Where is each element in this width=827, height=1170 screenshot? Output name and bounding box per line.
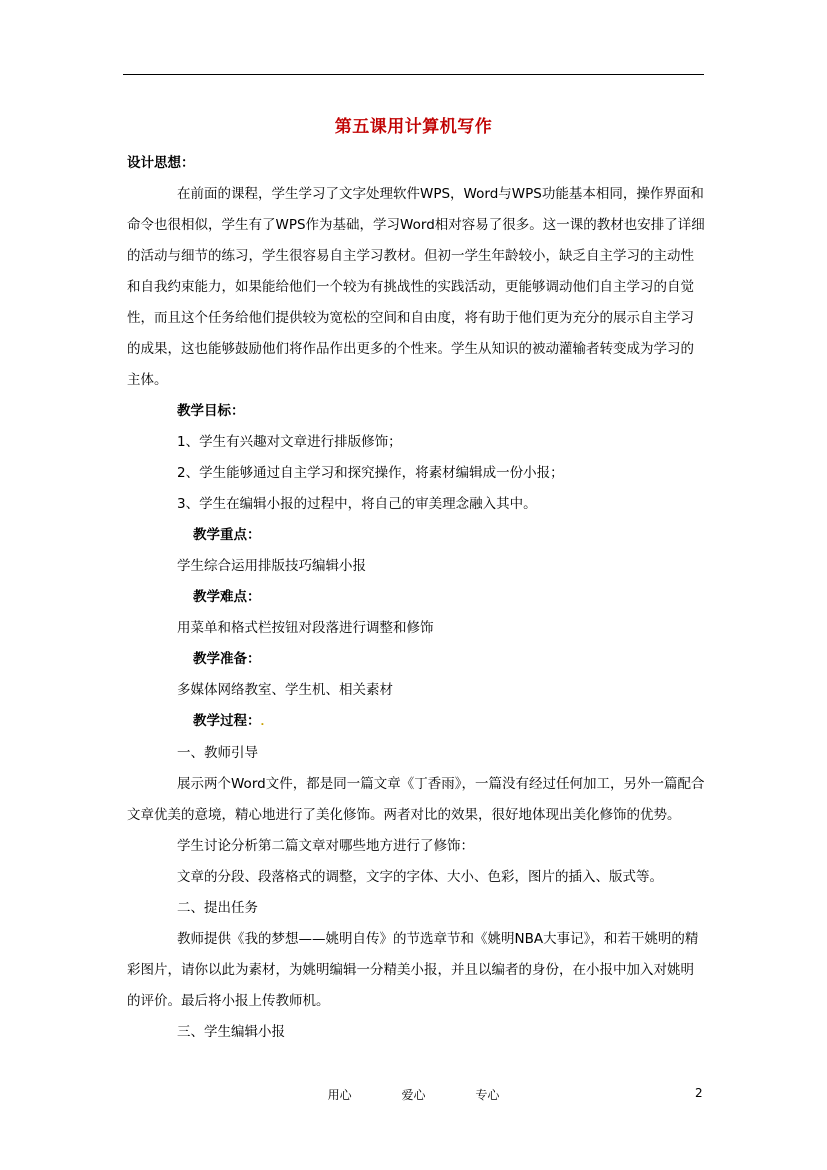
prep-text: 多媒体网络教室、学生机、相关素材 <box>177 682 393 698</box>
goal-item-2: 2、学生能够通过自主学习和探究操作，将素材编辑成一份小报； <box>177 465 564 481</box>
goal-item-3: 3、学生在编辑小报的过程中，将自己的审美理念融入其中。 <box>177 496 537 512</box>
step1-paragraph: 展示两个Word文件，都是同一篇文章《丁香雨》，一篇没有经过任何加工，另外一篇配合文章优美的意境，精心地进行了美化修饰。两者对比的效果，很好地体现出美化修饰的优势。 <box>127 776 705 823</box>
discussion-line: 学生讨论分析第二篇文章对哪些地方进行了修饰： <box>177 838 474 854</box>
key-heading: 教学重点： <box>193 527 261 543</box>
discussion-answer: 文章的分段、段落格式的调整，文字的字体、大小、色彩，图片的插入、版式等。 <box>177 869 663 885</box>
key-text: 学生综合运用排版技巧编辑小报 <box>177 558 366 574</box>
step2-paragraph: 教师提供《我的梦想——姚明自传》的节选章节和《姚明NBA大事记》，和若干姚明的精彩图片，请你以此为素材，为姚明编辑一分精美小报，并且以编者的身份，在小报中加入对姚明的评价。最后将小报上传教师机。 <box>127 931 699 1009</box>
header-rule <box>123 74 704 75</box>
footer-motto-3: 专心 <box>475 1088 500 1102</box>
design-heading: 设计思想： <box>127 155 195 171</box>
document-title: 第五课用计算机写作 <box>334 117 493 137</box>
prep-heading: 教学准备： <box>193 651 261 667</box>
footer-motto-2: 爱心 <box>401 1088 426 1102</box>
page-number: 2 <box>695 1086 703 1100</box>
document-body <box>127 148 707 1048</box>
process-heading-text: 教学过程： <box>193 713 261 729</box>
step3-heading: 三、学生编辑小报 <box>177 1024 285 1040</box>
goal-item-1: 1、学生有兴趣对文章进行排版修饰； <box>177 434 402 450</box>
goals-heading: 教学目标： <box>177 403 245 419</box>
process-heading <box>127 706 707 738</box>
difficulty-text: 用菜单和格式栏按钮对段落进行调整和修饰 <box>177 620 434 636</box>
design-paragraph: 在前面的课程，学生学习了文字处理软件WPS，Word与WPS功能基本相同，操作界面和命令也很相似，学生有了WPS作为基础，学习Word相对容易了很多。这一课的教材也安排了详细的活动与细节的练习，学生很容易自主学习教材。但初一学生年龄较小，缺乏自主学习的主动性和自我约束能力，如果能给他们一个较为有挑战性的实践活动，更能够调动他们自主学习的自觉性，而且这个任务给他们提供较为宽松的空间和自由度，将有助于他们更为充分的展示自主学习的成果，这也能够鼓励他们将作品作出更多的个性来。学生从知识的被动灌输者转变成为学习的主体。 <box>127 186 705 388</box>
stray-dot: . <box>260 717 265 728</box>
footer-motto-1: 用心 <box>327 1088 352 1102</box>
step1-heading: 一、教师引导 <box>177 745 258 761</box>
footer-motto <box>0 1086 827 1103</box>
difficulty-heading: 教学难点： <box>193 589 261 605</box>
step2-heading: 二、提出任务 <box>177 900 258 916</box>
